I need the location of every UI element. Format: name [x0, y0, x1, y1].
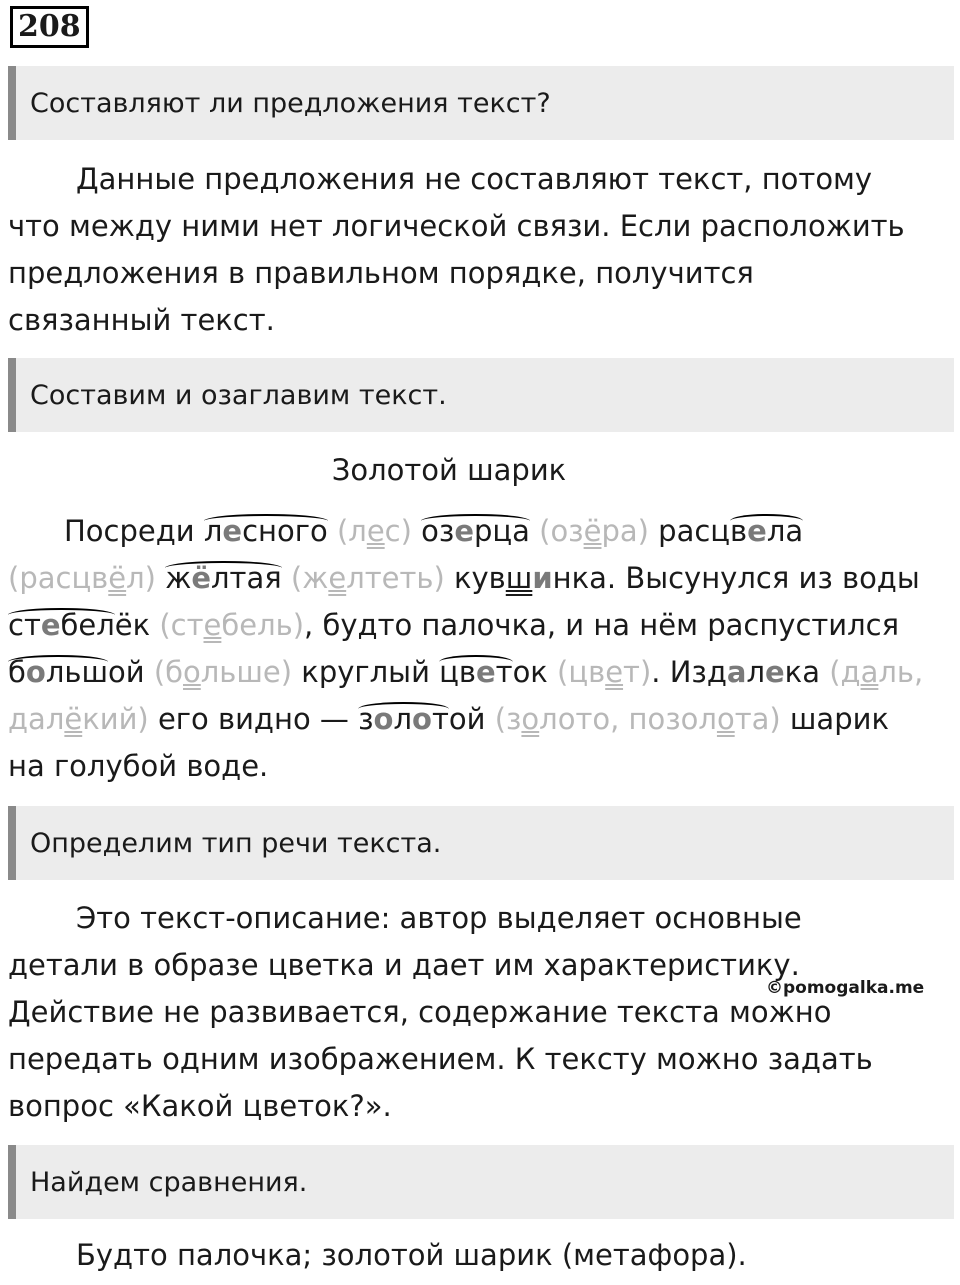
exercise-number: 208 — [10, 6, 89, 48]
task-heading-4 — [8, 1145, 954, 1219]
story-line-2: (расцвёл) жёлтая (желтеть) кувшинка. Высунулся из воды — [8, 555, 920, 602]
task-heading-3 — [8, 806, 954, 880]
watermark: ©pomogalka.me — [766, 978, 925, 998]
task-heading-1 — [8, 66, 954, 140]
story-title: Золотой шарик — [331, 453, 567, 487]
task-heading-text: Найдем сравнения. — [30, 1166, 308, 1198]
answer-paragraph-3: Это текст-описание: автор выделяет основные детали в образе цветка и дает им характеристику. Действие не развивается, содержание текста можно передать одним изображением. К тексту можно задать вопрос «Какой цветок?». — [8, 901, 873, 1123]
story-line-1: Посреди лесного (лес) озерца (озёра) расцвела — [64, 508, 803, 555]
story-line-5: далёкий) его видно — золотой (золото, позолота) шарик — [8, 696, 889, 743]
story-line-3: стебелёк (стебель), будто палочка, и на нём распустился — [8, 602, 899, 649]
task-heading-text: Составим и озаглавим текст. — [30, 379, 447, 411]
answer-paragraph-4: Будто палочка; золотой шарик (метафора). — [76, 1238, 747, 1272]
story-line-4: большой (больше) круглый цветок (цвет). Издалека (даль, — [8, 649, 923, 696]
task-heading-2 — [8, 358, 954, 432]
task-heading-text: Определим тип речи текста. — [30, 827, 442, 859]
task-heading-text: Составляют ли предложения текст? — [30, 87, 551, 119]
story-line-6: на голубой воде. — [8, 749, 269, 783]
answer-paragraph-1: Данные предложения не составляют текст, потому что между ними нет логической связи. Если расположить предложения в правильном порядке, получится связанный текст. — [8, 162, 905, 337]
